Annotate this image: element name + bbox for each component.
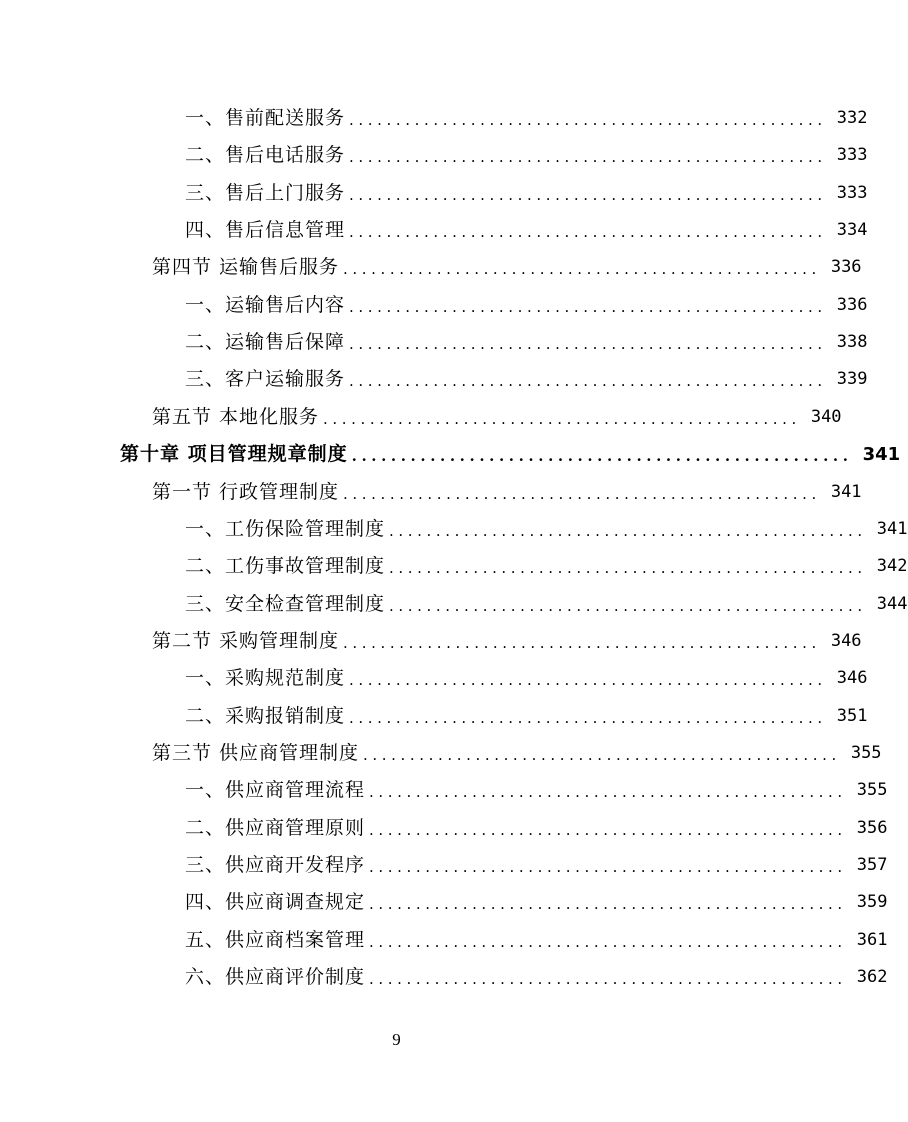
toc-entry-item[interactable] [185, 324, 868, 361]
toc-dot-leader: ................................................... [369, 783, 847, 802]
toc-entry-title: 三、供应商开发程序 [185, 854, 366, 876]
toc-dot-leader: ................................................... [369, 932, 847, 951]
toc-entry-page: 355 [850, 742, 882, 763]
toc-entry-section[interactable] [152, 399, 842, 436]
toc-entry-item[interactable] [185, 361, 868, 398]
toc-entry-chapter[interactable] [120, 436, 901, 473]
toc-entry-item[interactable] [185, 959, 888, 996]
toc-entry-item[interactable] [185, 847, 888, 884]
toc-entry-title: 三、客户运输服务 [185, 368, 346, 391]
toc-dot-leader: ................................................... [349, 708, 827, 727]
toc-entry-page: 341 [862, 444, 901, 466]
toc-dot-leader: ................................................... [389, 559, 867, 578]
toc-entry-title: 第二节 采购管理制度 [152, 629, 340, 652]
toc-dot-leader: ................................................... [323, 409, 801, 428]
toc-dot-leader: ................................................... [349, 148, 827, 167]
toc-entry-title: 一、售前配送服务 [185, 107, 346, 129]
toc-entry-section[interactable] [152, 623, 862, 660]
toc-entry-title: 第一节 行政管理制度 [152, 480, 340, 503]
toc-entry-page: 338 [836, 332, 868, 353]
toc-entry-item[interactable] [185, 586, 908, 623]
toc-dot-leader: ................................................... [349, 185, 827, 204]
toc-entry-page: 361 [856, 929, 888, 950]
toc-entry-title: 一、供应商管理流程 [185, 779, 366, 802]
toc-entry-section[interactable] [152, 249, 862, 286]
toc-dot-leader: ................................................... [369, 970, 847, 989]
toc-dot-leader: ................................................... [369, 895, 847, 914]
toc-dot-leader: ................................................... [389, 521, 867, 540]
toc-dot-leader: ................................................... [349, 335, 827, 354]
toc-dot-leader: ................................................... [369, 820, 847, 839]
toc-entry-page: 362 [856, 967, 888, 988]
toc-entry-item[interactable] [185, 287, 868, 324]
toc-entry-title: 六、供应商评价制度 [185, 966, 366, 989]
toc-dot-leader: ................................................... [349, 671, 827, 690]
toc-entry-page: 333 [836, 182, 868, 203]
toc-dot-leader: ................................................... [369, 858, 847, 876]
toc-entry-page: 359 [856, 892, 888, 913]
toc-entry-item[interactable] [185, 772, 888, 809]
toc-entry-title: 二、工伤事故管理制度 [185, 555, 386, 578]
toc-dot-leader: ................................................... [389, 596, 867, 615]
toc-entry-page: 339 [836, 369, 868, 390]
toc-dot-leader: ................................................... [351, 447, 853, 466]
toc-entry-item[interactable] [185, 548, 908, 585]
toc-entry-page: 357 [856, 855, 888, 875]
toc-entry-page: 340 [810, 406, 842, 427]
toc-entry-page: 356 [856, 817, 888, 838]
page-number: 9 [392, 1030, 401, 1049]
toc-entry-title: 二、售后电话服务 [185, 144, 346, 167]
toc-entry-page: 341 [876, 518, 908, 539]
toc-dot-leader: ................................................... [363, 745, 841, 764]
toc-entry-title: 一、运输售后内容 [185, 293, 346, 316]
toc-entry-title: 一、工伤保险管理制度 [185, 517, 386, 540]
toc-entry-title: 第五节 本地化服务 [152, 405, 320, 428]
toc-entry-page: 346 [830, 630, 862, 651]
toc-entry-page: 333 [836, 145, 868, 166]
toc-entry-title: 三、安全检查管理制度 [185, 592, 386, 615]
toc-entry-title: 二、供应商管理原则 [185, 816, 366, 839]
toc-entry-page: 336 [836, 294, 868, 315]
toc-dot-leader: ................................................... [349, 111, 827, 129]
toc-entry-title: 二、采购报销制度 [185, 704, 346, 727]
toc-entry-item[interactable] [185, 100, 868, 137]
toc-entry-section[interactable] [152, 474, 862, 511]
toc-entry-item[interactable] [185, 137, 868, 174]
toc-entry-item[interactable] [185, 884, 888, 921]
toc-entry-title: 一、采购规范制度 [185, 667, 346, 690]
toc-entry-item[interactable] [185, 212, 868, 249]
toc-entry-item[interactable] [185, 511, 908, 548]
toc-entry-page: 341 [830, 481, 862, 502]
toc-entry-title: 四、供应商调查规定 [185, 891, 366, 914]
toc-entry-item[interactable] [185, 698, 868, 735]
toc-entry-page: 336 [830, 257, 862, 278]
toc-entry-item[interactable] [185, 660, 868, 697]
toc-dot-leader: ................................................... [343, 260, 821, 279]
toc-entry-item[interactable] [185, 922, 888, 959]
toc-dot-leader: ................................................... [349, 223, 827, 242]
toc-entry-page: 334 [836, 220, 868, 241]
toc-entry-title: 第四节 运输售后服务 [152, 256, 340, 279]
toc-dot-leader: ................................................... [349, 297, 827, 316]
toc-entry-title: 三、售后上门服务 [185, 181, 346, 204]
toc-entry-page: 351 [836, 705, 868, 726]
toc-entry-title: 五、供应商档案管理 [185, 928, 366, 951]
toc-entry-item[interactable] [185, 175, 868, 212]
toc-dot-leader: ................................................... [343, 633, 821, 652]
toc-entry-page: 332 [836, 108, 868, 128]
toc-entry-section[interactable] [152, 735, 882, 772]
toc-entry-title: 第十章 项目管理规章制度 [120, 443, 348, 466]
toc-entry-page: 344 [876, 593, 908, 614]
toc-entry-title: 二、运输售后保障 [185, 331, 346, 354]
toc-entry-item[interactable] [185, 810, 888, 847]
toc-dot-leader: ................................................... [349, 372, 827, 391]
toc-dot-leader: ................................................... [343, 484, 821, 503]
toc-entry-title: 第三节 供应商管理制度 [152, 741, 360, 764]
toc-entry-title: 四、售后信息管理 [185, 219, 346, 242]
toc-entry-page: 355 [856, 780, 888, 801]
toc-entry-page: 342 [876, 556, 908, 577]
toc-entry-page: 346 [836, 668, 868, 689]
